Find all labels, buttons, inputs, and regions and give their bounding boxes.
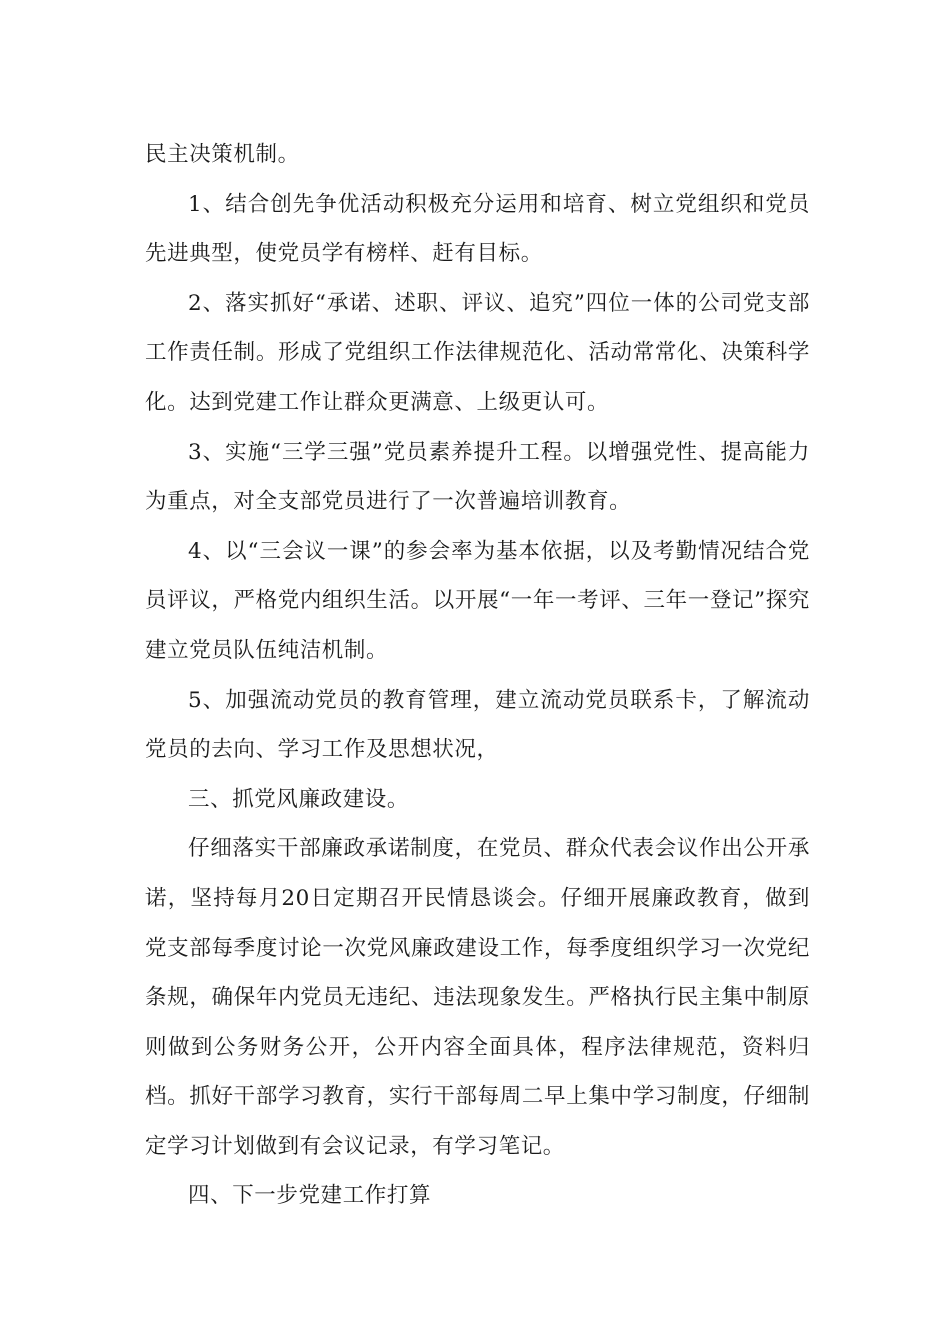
paragraph-item-3: 3、实施“三学三强”党员素养提升工程。以增强党性、提高能力为重点，对全支部党员进行了一次普遍培训教育。 (145, 439, 810, 515)
section-heading-3: 三、抓党风廉政建设。 (188, 786, 410, 812)
paragraph-item-5: 5、加强流动党员的教育管理，建立流动党员联系卡，了解流动党员的去向、学习工作及思想状况， (145, 687, 810, 763)
paragraph-integrity-details: 仔细落实干部廉政承诺制度，在党员、群众代表会议作出公开承诺，坚持每月20日定期召开民情恳谈会。仔细开展廉政教育，做到党支部每季度讨论一次党风廉政建设工作，每季度组织学习一次党纪条规，确保年内党员无违纪、违法现象发生。严格执行民主集中制原则做到公务财务公开，公开内容全面具体，程序法律规范，资料归档。抓好干部学习教育，实行干部每周二早上集中学习制度，仔细制定学习计划做到有会议记录，有学习笔记。 (145, 836, 810, 1159)
paragraph-item-1: 1、结合创先争优活动积极充分运用和培育、树立党组织和党员先进典型，使党员学有榜样、赶有目标。 (145, 191, 810, 267)
document-body (145, 130, 810, 1221)
paragraph-item-2: 2、落实抓好“承诺、述职、评议、追究”四位一体的公司党支部工作责任制。形成了党组织工作法律规范化、活动常常化、决策科学化。达到党建工作让群众更满意、上级更认可。 (145, 290, 810, 415)
paragraph-item-4: 4、以“三会议一课”的参会率为基本依据，以及考勤情况结合党员评议，严格党内组织生活。以开展“一年一考评、三年一登记”探究建立党员队伍纯洁机制。 (145, 538, 810, 663)
paragraph-continuation: 民主决策机制。 (145, 142, 300, 167)
section-heading-4: 四、下一步党建工作打算 (188, 1183, 432, 1209)
